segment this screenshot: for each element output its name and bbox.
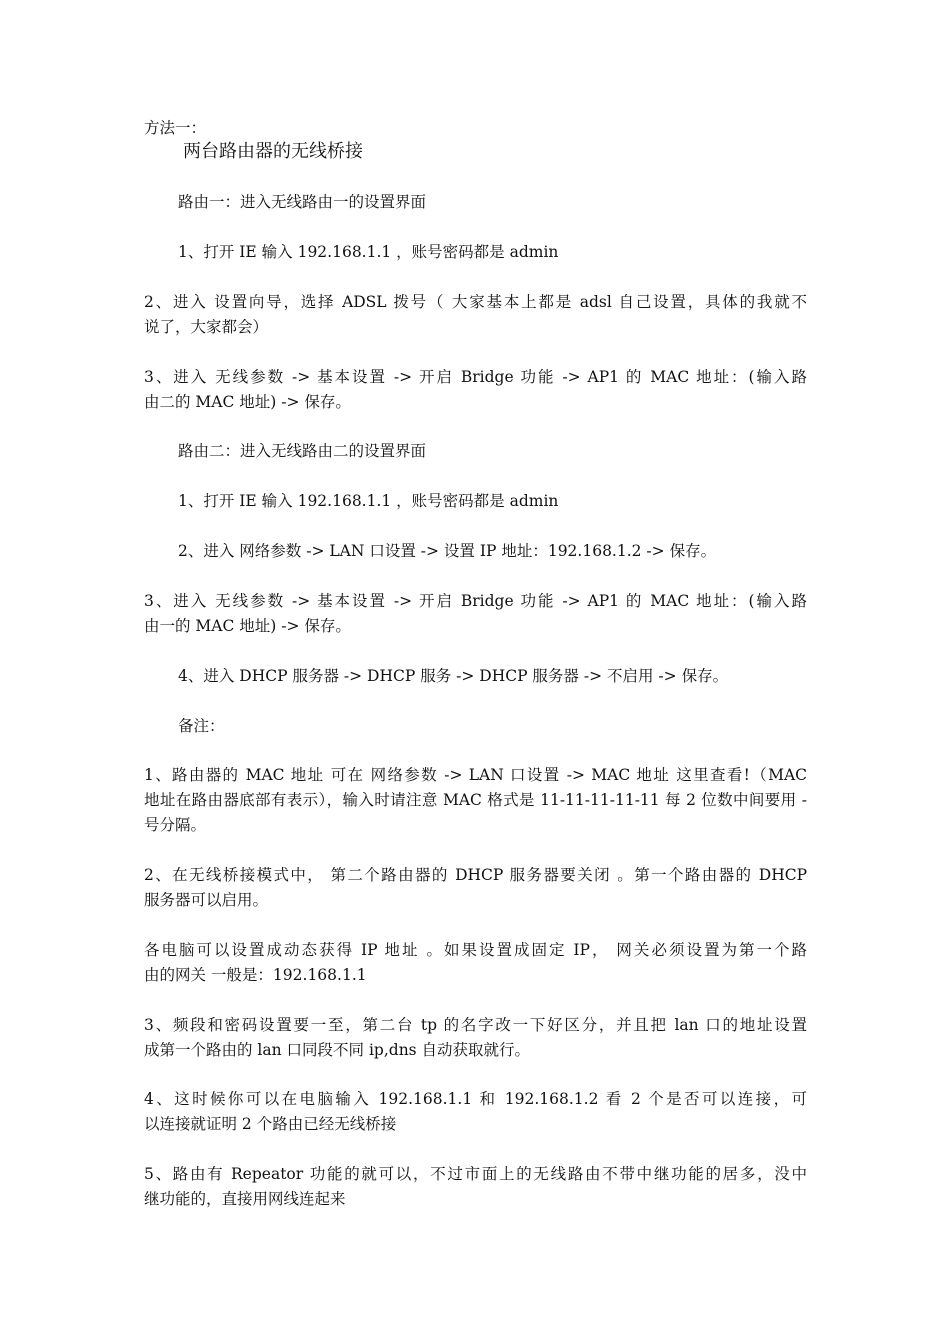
note2-line1: 2、在无线桥接模式中， 第二个路由器的 DHCP 服务器要关闭 。第一个路由器的 DHCP (144, 866, 807, 884)
note1-line2: 地址在路由器底部有表示），输入时请注意 MAC 格式是 11-11-11-11-11 每 2 位数中间要用 - (144, 791, 807, 809)
note1-line1: 1、路由器的 MAC 地址 可在 网络参数 -> LAN 口设置 -> MAC 地址 这里查看!（MAC (144, 766, 807, 784)
router2-heading: 路由二：进入无线路由二的设置界面 (178, 442, 427, 460)
note1-line3: 号分隔。 (144, 816, 207, 834)
note5-line2: 继功能的，直接用网线连起来 (144, 1190, 346, 1208)
router2-step1: 1、打开 IE 输入 192.168.1.1 ，账号密码都是 admin (178, 492, 559, 510)
note3-line1: 3、频段和密码设置要一至，第二台 tp 的名字改一下好区分，并且把 lan 口的地址设置 (144, 1016, 807, 1034)
router2-step3-line2: 由一的 MAC 地址) -> 保存。 (144, 617, 351, 635)
router1-heading: 路由一：进入无线路由一的设置界面 (178, 193, 427, 211)
ip-note-line1: 各电脑可以设置成动态获得 IP 地址 。如果设置成固定 IP， 网关必须设置为第一个路 (144, 941, 807, 959)
note4-line1: 4、这时候你可以在电脑输入 192.168.1.1 和 192.168.1.2 看 2 个是否可以连接，可 (144, 1090, 807, 1108)
router2-step4: 4、进入 DHCP 服务器 -> DHCP 服务 -> DHCP 服务器 -> 不启用 -> 保存。 (178, 667, 729, 685)
method-heading: 方法一： (144, 119, 207, 137)
note5-line1: 5、路由有 Repeator 功能的就可以，不过市面上的无线路由不带中继功能的居多，没中 (144, 1165, 807, 1183)
note3-line2: 成第一个路由的 lan 口同段不同 ip,dns 自动获取就行。 (144, 1041, 531, 1059)
router2-step3-line1: 3、进入 无线参数 -> 基本设置 -> 开启 Bridge 功能 -> AP1 的 MAC 地址：(输入路 (144, 592, 807, 610)
router1-step3-line2: 由二的 MAC 地址) -> 保存。 (144, 393, 351, 411)
ip-note-line2: 由的网关 一般是：192.168.1.1 (144, 966, 367, 984)
router1-step2-line1: 2、进入 设置向导，选择 ADSL 拨号（ 大家基本上都是 adsl 自己设置，具体的我就不 (144, 293, 807, 311)
note2-line2: 服务器可以启用。 (144, 891, 269, 909)
router2-step2: 2、进入 网络参数 -> LAN 口设置 -> 设置 IP 地址：192.168.1.2 -> 保存。 (178, 542, 717, 560)
document-title: 两台路由器的无线桥接 (183, 141, 363, 162)
router1-step1: 1、打开 IE 输入 192.168.1.1 ，账号密码都是 admin (178, 243, 559, 261)
router1-step3-line1: 3、进入 无线参数 -> 基本设置 -> 开启 Bridge 功能 -> AP1 的 MAC 地址：(输入路 (144, 368, 807, 386)
notes-heading: 备注： (178, 717, 225, 735)
note4-line2: 以连接就证明 2 个路由已经无线桥接 (144, 1115, 397, 1133)
router1-step2-line2: 说了，大家都会） (144, 318, 269, 336)
